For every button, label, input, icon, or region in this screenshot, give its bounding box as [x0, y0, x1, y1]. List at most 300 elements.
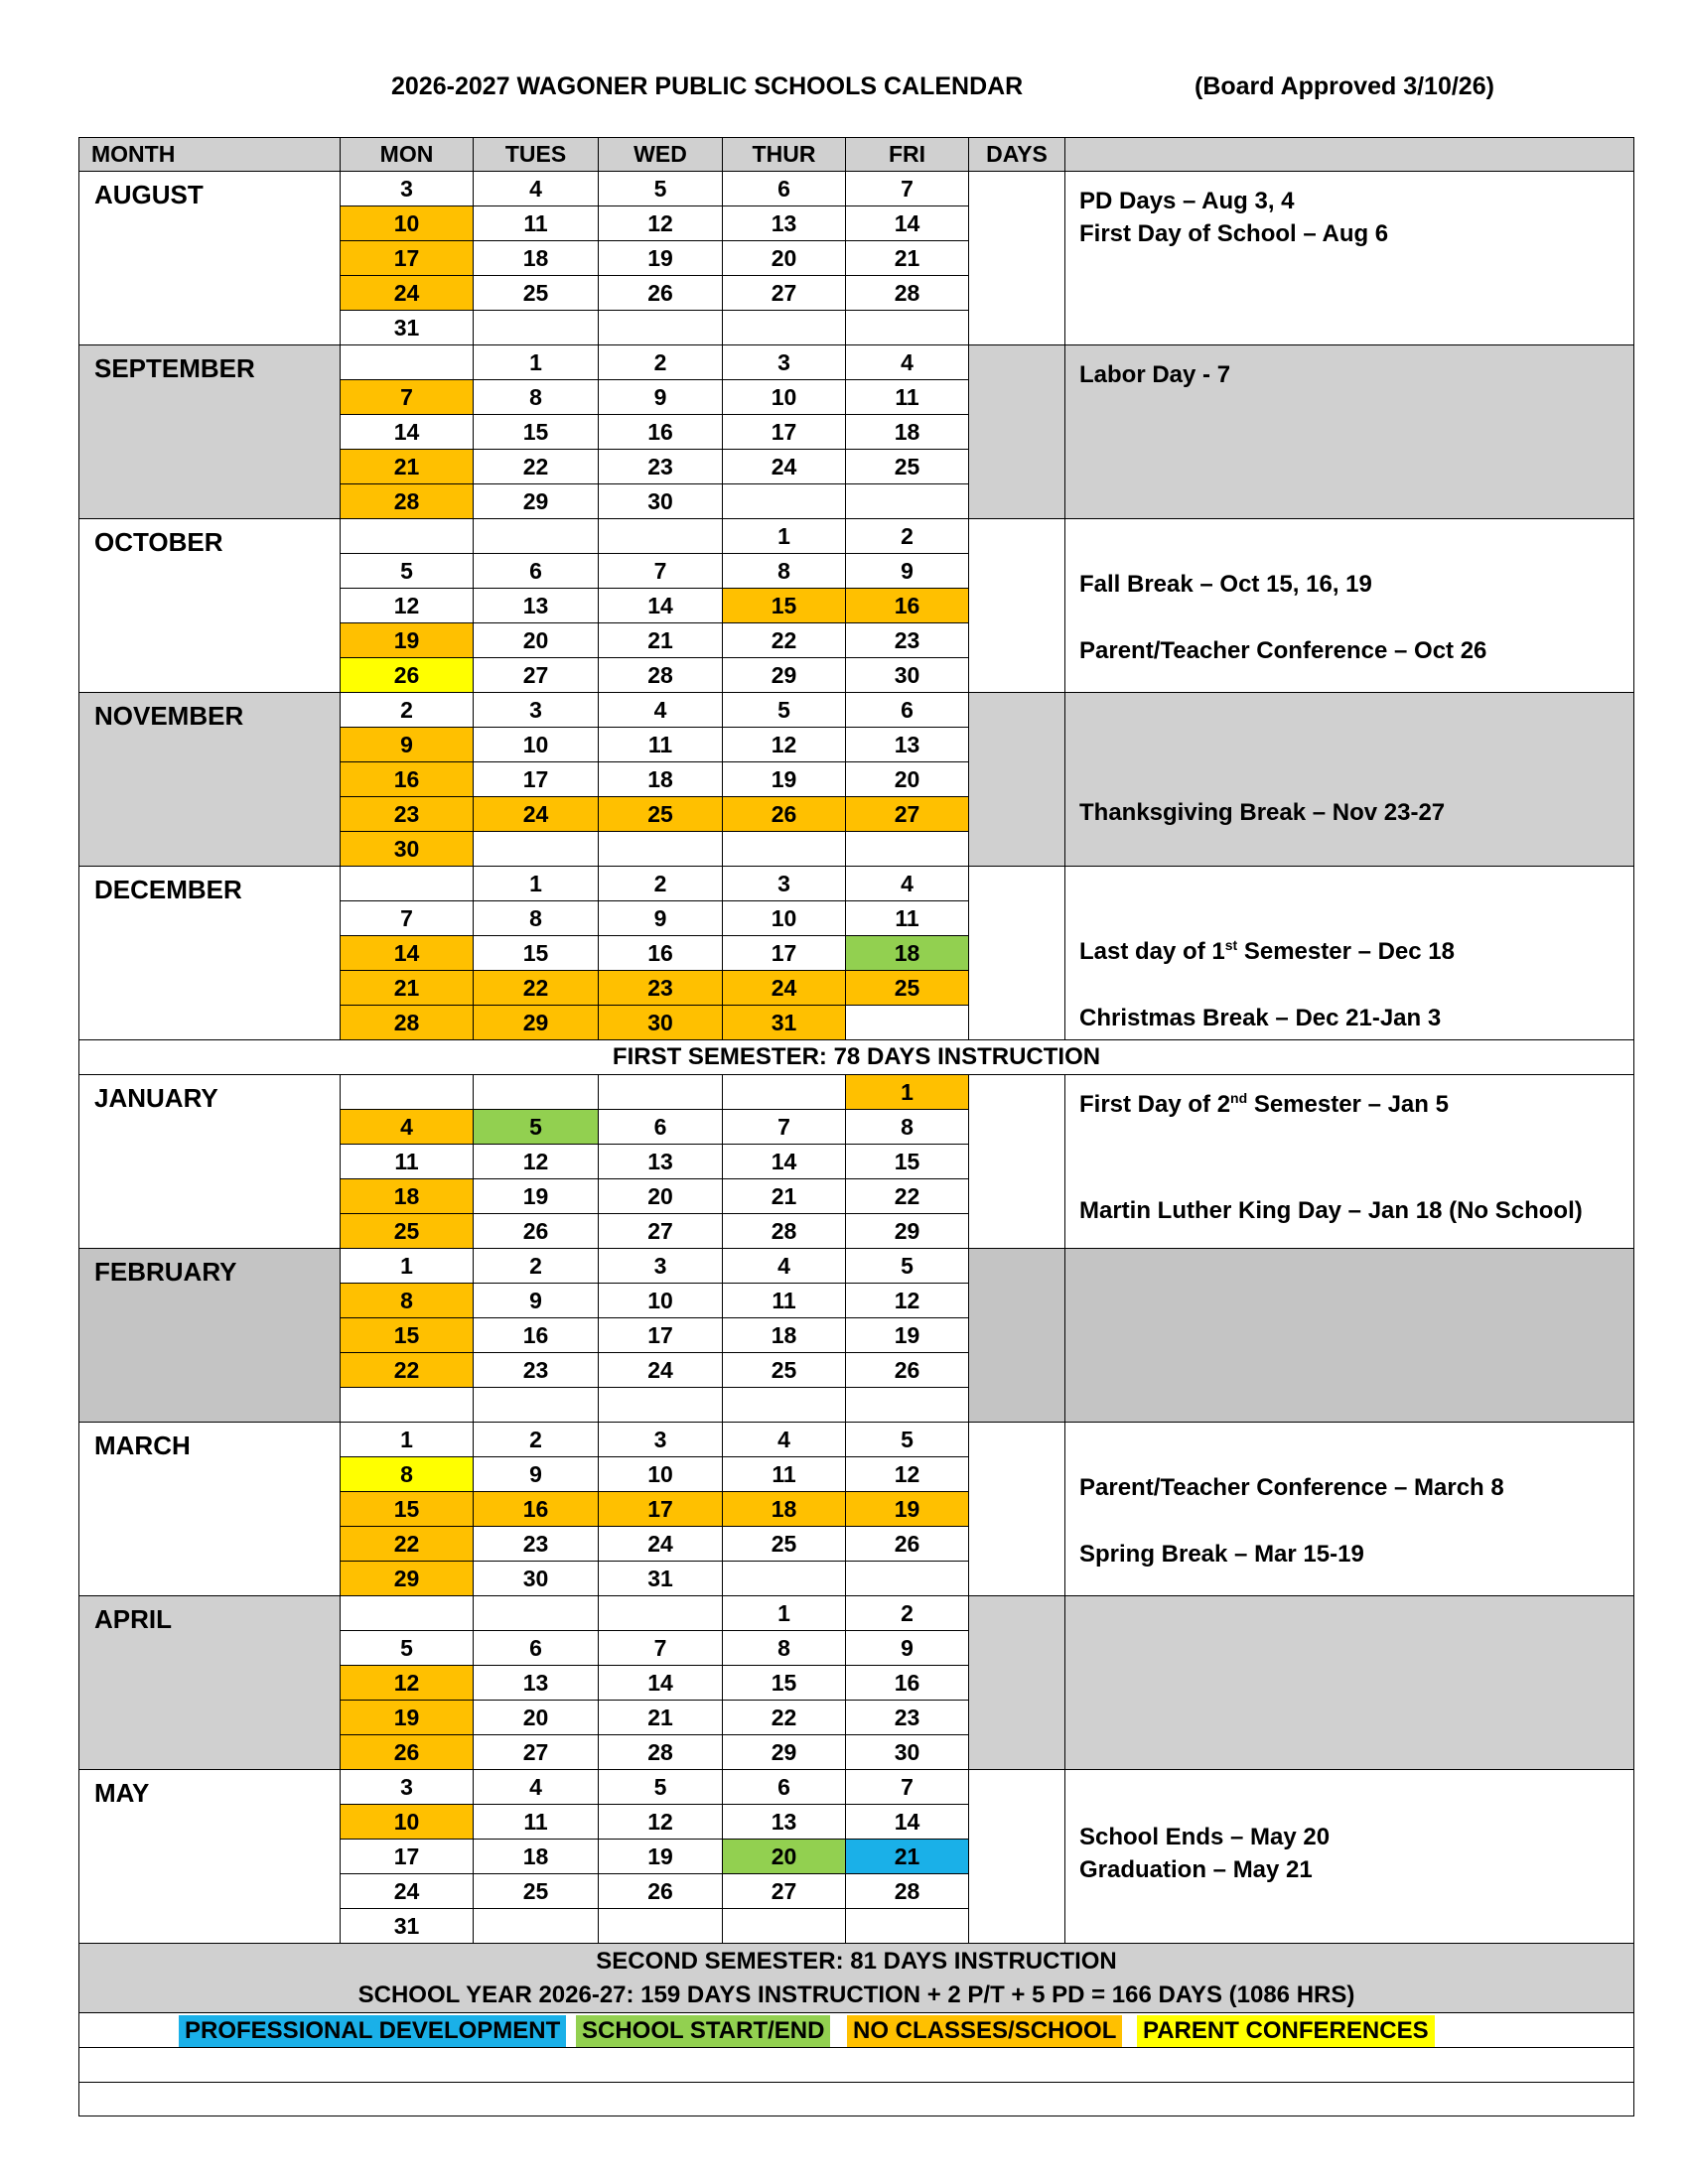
day-cell: 6	[474, 554, 599, 589]
day-cell: 10	[723, 901, 846, 936]
day-cell: 7	[846, 1770, 969, 1805]
day-cell: 29	[474, 484, 599, 519]
day-cell: 5	[341, 1631, 474, 1666]
month-name-april: APRIL	[78, 1596, 341, 1770]
day-cell: 4	[599, 693, 723, 728]
day-cell: 5	[599, 1770, 723, 1805]
empty-day-cell	[599, 1388, 723, 1423]
day-cell: 10	[341, 206, 474, 241]
day-cell: 22	[341, 1353, 474, 1388]
day-cell: 30	[474, 1562, 599, 1596]
day-cell: 26	[846, 1527, 969, 1562]
header-month: MONTH	[78, 137, 341, 172]
empty-day-cell	[846, 1909, 969, 1944]
day-cell: 7	[723, 1110, 846, 1145]
days-cell	[969, 693, 1065, 867]
day-cell: 24	[599, 1353, 723, 1388]
day-cell: 3	[341, 1770, 474, 1805]
days-cell	[969, 519, 1065, 693]
day-cell: 23	[474, 1353, 599, 1388]
day-cell: 27	[474, 658, 599, 693]
day-cell: 11	[341, 1145, 474, 1179]
empty-day-cell	[341, 345, 474, 380]
day-cell: 23	[341, 797, 474, 832]
day-cell: 20	[474, 1701, 599, 1735]
legend-no-school: NO CLASSES/SCHOOL	[847, 2015, 1122, 2047]
day-cell: 23	[474, 1527, 599, 1562]
day-cell: 1	[474, 867, 599, 901]
day-cell: 27	[846, 797, 969, 832]
day-cell: 13	[846, 728, 969, 762]
month-name-september: SEPTEMBER	[78, 345, 341, 519]
day-cell: 25	[846, 450, 969, 484]
day-cell: 12	[341, 1666, 474, 1701]
day-cell: 10	[474, 728, 599, 762]
day-cell: 24	[723, 450, 846, 484]
approval-note: (Board Approved 3/10/26)	[1195, 72, 1494, 100]
day-cell: 17	[723, 415, 846, 450]
band-text: FIRST SEMESTER: 78 DAYS INSTRUCTION	[612, 1043, 1101, 1070]
day-cell: 14	[599, 1666, 723, 1701]
day-cell: 20	[723, 241, 846, 276]
day-cell: 11	[846, 901, 969, 936]
day-cell: 6	[723, 172, 846, 206]
note-text: Spring Break – Mar 15-19	[1079, 1541, 1364, 1568]
day-cell: 9	[599, 901, 723, 936]
day-cell: 31	[341, 311, 474, 345]
day-cell: 1	[846, 1075, 969, 1110]
header-days: DAYS	[969, 137, 1065, 172]
day-cell: 28	[846, 276, 969, 311]
month-notes-march	[1065, 1423, 1634, 1596]
month-notes-may	[1065, 1770, 1634, 1944]
day-cell: 28	[846, 1874, 969, 1909]
legend-pd: PROFESSIONAL DEVELOPMENT	[179, 2015, 566, 2047]
day-cell: 13	[474, 1666, 599, 1701]
empty-day-cell	[599, 1596, 723, 1631]
note-text: Martin Luther King Day – Jan 18 (No School)	[1079, 1197, 1583, 1224]
day-cell: 4	[474, 172, 599, 206]
day-cell: 9	[474, 1457, 599, 1492]
day-cell: 3	[599, 1249, 723, 1284]
empty-day-cell	[474, 519, 599, 554]
day-cell: 22	[723, 623, 846, 658]
day-cell: 24	[599, 1527, 723, 1562]
day-cell: 16	[474, 1318, 599, 1353]
day-cell: 16	[341, 762, 474, 797]
day-cell: 27	[723, 1874, 846, 1909]
day-cell: 25	[723, 1527, 846, 1562]
day-cell: 26	[846, 1353, 969, 1388]
day-cell: 21	[341, 450, 474, 484]
day-cell: 24	[474, 797, 599, 832]
day-cell: 8	[846, 1110, 969, 1145]
day-cell: 31	[341, 1909, 474, 1944]
empty-day-cell	[599, 519, 723, 554]
day-cell: 25	[599, 797, 723, 832]
day-cell: 3	[474, 693, 599, 728]
day-cell: 31	[723, 1006, 846, 1040]
header-mon: MON	[341, 137, 474, 172]
empty-day-cell	[846, 1562, 969, 1596]
day-cell: 12	[846, 1284, 969, 1318]
empty-day-cell	[341, 1388, 474, 1423]
empty-day-cell	[846, 1388, 969, 1423]
day-cell: 15	[474, 936, 599, 971]
day-cell: 17	[341, 1840, 474, 1874]
day-cell: 12	[723, 728, 846, 762]
day-cell: 20	[599, 1179, 723, 1214]
day-cell: 19	[599, 241, 723, 276]
month-notes-january	[1065, 1075, 1634, 1249]
day-cell: 4	[846, 867, 969, 901]
day-cell: 31	[599, 1562, 723, 1596]
days-cell	[969, 1249, 1065, 1423]
day-cell: 21	[723, 1179, 846, 1214]
day-cell: 10	[723, 380, 846, 415]
day-cell: 17	[474, 762, 599, 797]
day-cell: 18	[846, 936, 969, 971]
note-text: Last day of 1st Semester – Dec 18	[1079, 937, 1455, 965]
day-cell: 14	[723, 1145, 846, 1179]
empty-day-cell	[723, 484, 846, 519]
day-cell: 7	[599, 554, 723, 589]
month-name-november: NOVEMBER	[78, 693, 341, 867]
empty-day-cell	[474, 1596, 599, 1631]
day-cell: 8	[474, 901, 599, 936]
day-cell: 12	[846, 1457, 969, 1492]
day-cell: 22	[341, 1527, 474, 1562]
page-title: 2026-2027 WAGONER PUBLIC SCHOOLS CALENDAR	[391, 72, 1024, 100]
day-cell: 16	[599, 415, 723, 450]
empty-day-cell	[599, 832, 723, 867]
day-cell: 4	[846, 345, 969, 380]
day-cell: 30	[846, 658, 969, 693]
day-cell: 5	[599, 172, 723, 206]
day-cell: 3	[723, 867, 846, 901]
day-cell: 6	[599, 1110, 723, 1145]
month-name-august: AUGUST	[78, 172, 341, 345]
day-cell: 14	[846, 206, 969, 241]
day-cell: 26	[599, 1874, 723, 1909]
day-cell: 26	[341, 1735, 474, 1770]
day-cell: 19	[846, 1492, 969, 1527]
day-cell: 19	[599, 1840, 723, 1874]
day-cell: 23	[846, 1701, 969, 1735]
day-cell: 8	[474, 380, 599, 415]
month-name-december: DECEMBER	[78, 867, 341, 1040]
day-cell: 18	[723, 1318, 846, 1353]
day-cell: 29	[723, 658, 846, 693]
day-cell: 24	[341, 276, 474, 311]
day-cell: 30	[599, 1006, 723, 1040]
day-cell: 2	[474, 1249, 599, 1284]
empty-day-cell	[723, 1388, 846, 1423]
band-text: SECOND SEMESTER: 81 DAYS INSTRUCTION	[596, 1947, 1117, 1975]
day-cell: 25	[474, 276, 599, 311]
day-cell: 17	[341, 241, 474, 276]
day-cell: 1	[341, 1249, 474, 1284]
day-cell: 29	[846, 1214, 969, 1249]
empty-day-cell	[846, 484, 969, 519]
days-cell	[969, 1075, 1065, 1249]
day-cell: 19	[341, 1701, 474, 1735]
day-cell: 9	[846, 1631, 969, 1666]
days-cell	[969, 345, 1065, 519]
day-cell: 5	[341, 554, 474, 589]
header-tues: TUES	[474, 137, 599, 172]
day-cell: 10	[599, 1457, 723, 1492]
days-cell	[969, 867, 1065, 1040]
day-cell: 11	[474, 206, 599, 241]
empty-day-cell	[474, 1075, 599, 1110]
day-cell: 22	[474, 971, 599, 1006]
day-cell: 17	[723, 936, 846, 971]
day-cell: 21	[599, 1701, 723, 1735]
day-cell: 16	[474, 1492, 599, 1527]
day-cell: 20	[723, 1840, 846, 1874]
empty-day-cell	[474, 1909, 599, 1944]
empty-day-cell	[341, 1596, 474, 1631]
day-cell: 21	[599, 623, 723, 658]
month-notes-november	[1065, 693, 1634, 867]
empty-day-cell	[599, 1075, 723, 1110]
day-cell: 28	[723, 1214, 846, 1249]
day-cell: 2	[341, 693, 474, 728]
month-notes-september	[1065, 345, 1634, 519]
day-cell: 5	[723, 693, 846, 728]
empty-day-cell	[723, 311, 846, 345]
month-name-october: OCTOBER	[78, 519, 341, 693]
day-cell: 30	[846, 1735, 969, 1770]
day-cell: 28	[599, 658, 723, 693]
day-cell: 25	[341, 1214, 474, 1249]
day-cell: 21	[846, 1840, 969, 1874]
day-cell: 15	[474, 415, 599, 450]
calendar-table	[78, 137, 1634, 2120]
day-cell: 8	[341, 1457, 474, 1492]
empty-day-cell	[341, 867, 474, 901]
day-cell: 9	[599, 380, 723, 415]
day-cell: 15	[846, 1145, 969, 1179]
day-cell: 1	[723, 1596, 846, 1631]
day-cell: 9	[846, 554, 969, 589]
month-notes-august	[1065, 172, 1634, 345]
empty-day-cell	[846, 311, 969, 345]
day-cell: 4	[723, 1249, 846, 1284]
days-cell	[969, 1423, 1065, 1596]
note-text: Graduation – May 21	[1079, 1856, 1313, 1883]
day-cell: 19	[341, 623, 474, 658]
day-cell: 2	[846, 1596, 969, 1631]
day-cell: 20	[846, 762, 969, 797]
day-cell: 11	[723, 1284, 846, 1318]
legend-start-end: SCHOOL START/END	[576, 2015, 830, 2047]
day-cell: 9	[341, 728, 474, 762]
day-cell: 19	[723, 762, 846, 797]
day-cell: 26	[474, 1214, 599, 1249]
day-cell: 5	[474, 1110, 599, 1145]
header-fri: FRI	[846, 137, 969, 172]
day-cell: 18	[599, 762, 723, 797]
day-cell: 7	[341, 380, 474, 415]
second-semester-summary	[78, 1944, 1634, 2013]
blank-row	[78, 2048, 1634, 2083]
day-cell: 3	[341, 172, 474, 206]
day-cell: 30	[599, 484, 723, 519]
day-cell: 2	[599, 867, 723, 901]
day-cell: 4	[341, 1110, 474, 1145]
note-text: Fall Break – Oct 15, 16, 19	[1079, 571, 1372, 598]
day-cell: 7	[599, 1631, 723, 1666]
day-cell: 8	[723, 1631, 846, 1666]
empty-day-cell	[846, 1006, 969, 1040]
empty-day-cell	[723, 1909, 846, 1944]
day-cell: 13	[723, 206, 846, 241]
day-cell: 28	[599, 1735, 723, 1770]
first-semester-summary	[78, 1040, 1634, 1075]
day-cell: 11	[474, 1805, 599, 1840]
day-cell: 11	[846, 380, 969, 415]
empty-day-cell	[474, 311, 599, 345]
empty-day-cell	[723, 1075, 846, 1110]
day-cell: 2	[474, 1423, 599, 1457]
day-cell: 10	[599, 1284, 723, 1318]
empty-day-cell	[599, 311, 723, 345]
day-cell: 23	[846, 623, 969, 658]
days-cell	[969, 1770, 1065, 1944]
day-cell: 3	[723, 345, 846, 380]
day-cell: 26	[599, 276, 723, 311]
day-cell: 27	[723, 276, 846, 311]
day-cell: 12	[474, 1145, 599, 1179]
note-text: Parent/Teacher Conference – March 8	[1079, 1474, 1504, 1501]
day-cell: 8	[723, 554, 846, 589]
day-cell: 26	[341, 658, 474, 693]
day-cell: 13	[723, 1805, 846, 1840]
month-name-may: MAY	[78, 1770, 341, 1944]
day-cell: 17	[599, 1318, 723, 1353]
month-name-january: JANUARY	[78, 1075, 341, 1249]
day-cell: 7	[846, 172, 969, 206]
empty-day-cell	[341, 519, 474, 554]
day-cell: 5	[846, 1249, 969, 1284]
month-name-march: MARCH	[78, 1423, 341, 1596]
empty-day-cell	[599, 1909, 723, 1944]
day-cell: 18	[474, 1840, 599, 1874]
day-cell: 19	[846, 1318, 969, 1353]
day-cell: 25	[723, 1353, 846, 1388]
note-text: First Day of School – Aug 6	[1079, 220, 1389, 247]
day-cell: 18	[723, 1492, 846, 1527]
day-cell: 28	[341, 1006, 474, 1040]
note-text: PD Days – Aug 3, 4	[1079, 188, 1295, 214]
day-cell: 21	[341, 971, 474, 1006]
note-text: Labor Day - 7	[1079, 361, 1231, 388]
day-cell: 25	[474, 1874, 599, 1909]
legend-conference: PARENT CONFERENCES	[1137, 2015, 1435, 2047]
day-cell: 22	[474, 450, 599, 484]
day-cell: 16	[599, 936, 723, 971]
month-notes-february	[1065, 1249, 1634, 1423]
day-cell: 17	[599, 1492, 723, 1527]
header-thur: THUR	[723, 137, 846, 172]
month-name-february: FEBRUARY	[78, 1249, 341, 1423]
day-cell: 18	[846, 415, 969, 450]
day-cell: 14	[599, 589, 723, 623]
band-text: SCHOOL YEAR 2026-27: 159 DAYS INSTRUCTION + 2 P/T + 5 PD = 166 DAYS (1086 HRS)	[357, 1980, 1355, 2008]
empty-day-cell	[474, 1388, 599, 1423]
day-cell: 3	[599, 1423, 723, 1457]
day-cell: 15	[341, 1318, 474, 1353]
day-cell: 1	[474, 345, 599, 380]
day-cell: 15	[723, 1666, 846, 1701]
day-cell: 9	[474, 1284, 599, 1318]
day-cell: 6	[723, 1770, 846, 1805]
month-notes-october	[1065, 519, 1634, 693]
day-cell: 28	[341, 484, 474, 519]
day-cell: 12	[341, 589, 474, 623]
day-cell: 13	[599, 1145, 723, 1179]
note-text: Christmas Break – Dec 21-Jan 3	[1079, 1005, 1442, 1031]
day-cell: 18	[341, 1179, 474, 1214]
note-text: Parent/Teacher Conference – Oct 26	[1079, 637, 1487, 664]
day-cell: 1	[341, 1423, 474, 1457]
day-cell: 8	[341, 1284, 474, 1318]
day-cell: 13	[474, 589, 599, 623]
day-cell: 15	[341, 1492, 474, 1527]
day-cell: 11	[723, 1457, 846, 1492]
day-cell: 24	[723, 971, 846, 1006]
day-cell: 12	[599, 1805, 723, 1840]
day-cell: 20	[474, 623, 599, 658]
day-cell: 22	[723, 1701, 846, 1735]
day-cell: 2	[599, 345, 723, 380]
empty-day-cell	[341, 1075, 474, 1110]
days-cell	[969, 1596, 1065, 1770]
day-cell: 27	[599, 1214, 723, 1249]
header-wed: WED	[599, 137, 723, 172]
blank-row	[78, 2083, 1634, 2116]
empty-day-cell	[846, 832, 969, 867]
day-cell: 16	[846, 589, 969, 623]
day-cell: 29	[341, 1562, 474, 1596]
day-cell: 24	[341, 1874, 474, 1909]
day-cell: 4	[474, 1770, 599, 1805]
day-cell: 5	[846, 1423, 969, 1457]
day-cell: 10	[341, 1805, 474, 1840]
day-cell: 4	[723, 1423, 846, 1457]
month-notes-april	[1065, 1596, 1634, 1770]
day-cell: 26	[723, 797, 846, 832]
month-notes-december	[1065, 867, 1634, 1040]
day-cell: 14	[341, 936, 474, 971]
day-cell: 14	[341, 415, 474, 450]
day-cell: 21	[846, 241, 969, 276]
day-cell: 7	[341, 901, 474, 936]
day-cell: 16	[846, 1666, 969, 1701]
day-cell: 11	[599, 728, 723, 762]
note-text: School Ends – May 20	[1079, 1824, 1331, 1850]
day-cell: 6	[846, 693, 969, 728]
empty-day-cell	[723, 832, 846, 867]
day-cell: 1	[723, 519, 846, 554]
days-cell	[969, 172, 1065, 345]
day-cell: 22	[846, 1179, 969, 1214]
note-text: First Day of 2nd Semester – Jan 5	[1079, 1090, 1449, 1118]
empty-day-cell	[474, 832, 599, 867]
day-cell: 29	[723, 1735, 846, 1770]
